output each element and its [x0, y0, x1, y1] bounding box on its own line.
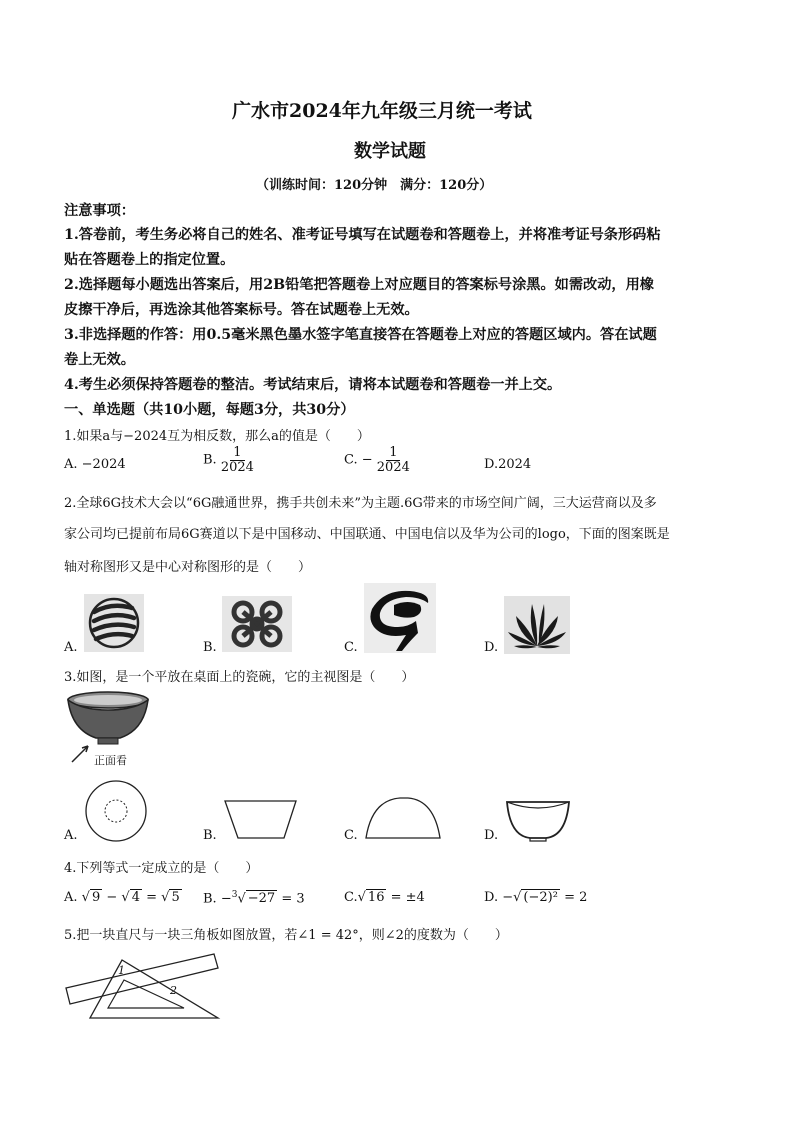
q4-d-radicand: (−2)² [523, 890, 558, 905]
note-3a: 3.非选择题的作答：用0.5毫米黑色墨水签字笔直接答在答题卷上对应的答题区域内。答在试题 [64, 327, 657, 343]
q4-option-a[interactable]: A. √ 9 − √ 4 = √ 5 [64, 890, 180, 905]
note-1a: 1.答卷前，考生务必将自己的姓名、准考证号填写在试题卷和答题卷上，并将准考证号条形码粘 [64, 227, 661, 243]
section-heading: 一、单选题（共10小题，每题3分，共30分） [64, 402, 355, 418]
q4-option-b[interactable]: B. −$^3$√ −27 = 3 [203, 890, 305, 907]
q4-a-eq: = [141, 890, 162, 905]
note-1b: 贴在答题卷上的指定位置。 [64, 252, 235, 268]
q4-option-c[interactable]: C.√ 16 = ±4 [344, 890, 425, 905]
exam-meta: （训练时间：120分钟 满分：120分） [256, 178, 493, 193]
q2-line-2: 家公司均已提前布局6G赛道以下是中国移动、中国联通、中国电信以及华为公司的logo，下面的图案既是 [64, 527, 670, 542]
q1-option-b[interactable] [203, 446, 254, 474]
q1-c-den: 2024 [376, 459, 410, 475]
q3-view-b [222, 798, 300, 842]
q4-a-minus: − [102, 890, 122, 905]
q1-option-c[interactable] [344, 446, 410, 474]
china-unicom-logo [222, 596, 292, 652]
q1-option-d[interactable]: D.2024 [484, 457, 532, 472]
exam-subtitle: 数学试题 [354, 141, 426, 162]
angle-2-label: 2 [170, 984, 177, 997]
q2-option-d[interactable]: D. [484, 640, 499, 655]
q4-b-label: B. − [203, 891, 232, 907]
q4-option-d[interactable]: D. −√ (−2)² = 2 [484, 890, 588, 905]
q1-b-label: B. [203, 452, 217, 468]
q2-option-a[interactable]: A. [64, 640, 78, 655]
q3-option-b[interactable]: B. [203, 828, 217, 843]
q4-a-label: A. [64, 890, 78, 905]
q1-b-fraction [221, 446, 254, 474]
q4-a-root-1: 9 [91, 890, 101, 905]
q1-c-fraction [377, 446, 410, 474]
note-3b: 卷上无效。 [64, 352, 135, 368]
q3-view-a [82, 778, 150, 844]
q3-option-a[interactable]: A. [64, 828, 78, 843]
note-2b: 皮擦干净后，再选涂其他答案标号。答在试题卷上无效。 [64, 302, 419, 318]
q2-line-1: 2.全球6G技术大会以“6G融通世界，携手共创未来”为主题.6G带来的市场空间广阔，三大运营商以及多 [64, 496, 657, 511]
q4-c-eq: = ±4 [386, 890, 425, 905]
q2-option-c[interactable]: C. [344, 640, 358, 655]
exam-title: 广水市2024年九年级三月统一考试 [232, 100, 532, 122]
q4-b-radicand: −27 [247, 891, 276, 907]
q2-line-3: 轴对称图形又是中心对称图形的是（ ） [64, 560, 312, 575]
bowl-photo-caption: 正面看 [94, 754, 127, 767]
q3-option-d[interactable]: D. [484, 828, 499, 843]
q4-d-label: D. − [484, 890, 514, 905]
q3-stem: 3.如图，是一个平放在桌面上的瓷碗，它的主视图是（ ） [64, 670, 415, 685]
q1-c-num: 1 [386, 446, 400, 461]
note-2a: 2.选择题每小题选出答案后，用2B铅笔把答题卷上对应题目的答案标号涂黑。如需改动，用橡 [64, 277, 654, 293]
q4-d-eq: = 2 [559, 890, 588, 905]
q2-option-b[interactable]: B. [203, 640, 217, 655]
angle-1-label: 1 [118, 964, 125, 977]
q4-b-index: 3 [231, 890, 238, 900]
q3-view-c [362, 794, 444, 844]
q3-view-d [504, 796, 572, 844]
q4-a-root-2: 4 [131, 890, 140, 905]
q4-c-label: C. [344, 890, 358, 905]
q1-b-num: 1 [230, 446, 244, 461]
q1-option-a[interactable]: A. −2024 [64, 457, 126, 472]
huawei-logo [504, 596, 570, 654]
notes-heading: 注意事项： [64, 203, 135, 219]
china-telecom-logo [364, 583, 436, 653]
q3-option-c[interactable]: C. [344, 828, 358, 843]
q4-stem: 4.下列等式一定成立的是（ ） [64, 861, 259, 876]
q1-stem: 1.如果a与−2024互为相反数，那么a的值是（ ） [64, 429, 370, 444]
china-mobile-logo [84, 594, 144, 652]
q4-c-radicand: 16 [367, 890, 385, 905]
note-4: 4.考生必须保持答题卷的整洁。考试结束后，请将本试题卷和答题卷一并上交。 [64, 377, 562, 393]
q4-a-root-3: 5 [171, 890, 180, 905]
q1-c-label: C. − [344, 452, 373, 468]
q1-b-den: 2024 [220, 459, 254, 475]
q5-stem: 5.把一块直尺与一块三角板如图放置，若∠1 = 42°，则∠2的度数为（ ） [64, 928, 508, 943]
ruler-triangle-figure [64, 948, 224, 1022]
q4-b-eq: = 3 [277, 891, 305, 907]
